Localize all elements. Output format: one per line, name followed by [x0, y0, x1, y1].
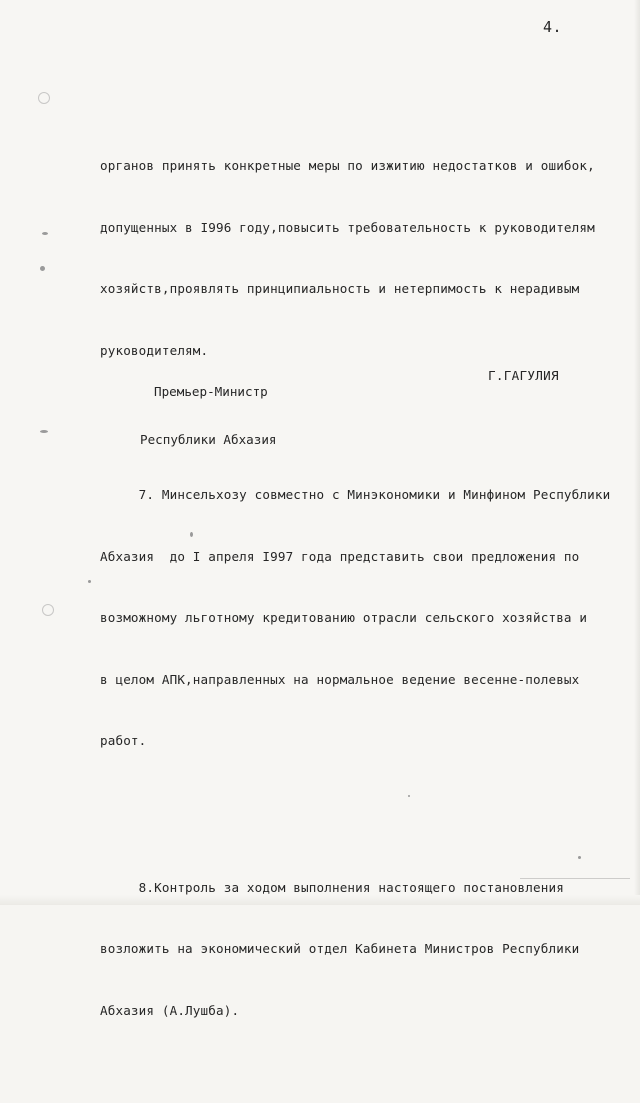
signatory-title-line1: Премьер-Министр — [154, 384, 268, 399]
text-line: возложить на экономический отдел Кабинета Министров Республики — [100, 941, 580, 956]
scan-speck — [408, 795, 410, 797]
text-line: руководителям. — [100, 342, 209, 358]
page-number: 4. — [543, 18, 563, 36]
signatory-title — [140, 352, 276, 480]
text-line: в целом АПК,направленных на нормальное ведение весенне-полевых — [100, 671, 580, 687]
paragraph-item-7 — [100, 444, 620, 793]
page-edge-shadow — [0, 895, 640, 905]
text-line: органов принять конкретные меры по изжитию недостатков и ошибок, — [100, 158, 595, 173]
text-line: Абхазия (А.Лушба). — [100, 1002, 240, 1018]
scan-speck — [42, 232, 48, 235]
text-line: 8.Контроль за ходом выполнения настоящего постановления — [100, 879, 564, 895]
punch-hole-mark — [38, 92, 50, 104]
page-edge-shadow — [634, 0, 640, 905]
text-line: 7. Минсельхозу совместно с Минэкономики и Минфином Республики — [100, 487, 611, 502]
scan-speck — [40, 430, 48, 433]
text-line: работ. — [100, 733, 147, 748]
scan-speck — [40, 266, 45, 271]
signatory-title-line2: Республики Абхазия — [140, 432, 277, 447]
signatory-name: Г.ГАГУЛИЯ — [488, 368, 559, 383]
punch-hole-mark — [42, 604, 54, 616]
text-line: допущенных в I996 году,повысить требовательность к руководителям — [100, 219, 595, 235]
text-line: хозяйств,проявлять принципиальность и нетерпимость к нерадивым — [100, 281, 580, 296]
scan-streak — [520, 878, 630, 879]
document-body — [100, 74, 620, 1103]
text-line: Абхазия до I апреля I997 года представить свои предложения по — [100, 548, 580, 564]
scan-speck — [578, 856, 581, 859]
scan-speck — [88, 580, 91, 583]
scan-speck — [190, 532, 193, 537]
text-line: возможному льготному кредитованию отрасли сельского хозяйства и — [100, 610, 588, 625]
paragraph-item-8 — [100, 837, 620, 1063]
